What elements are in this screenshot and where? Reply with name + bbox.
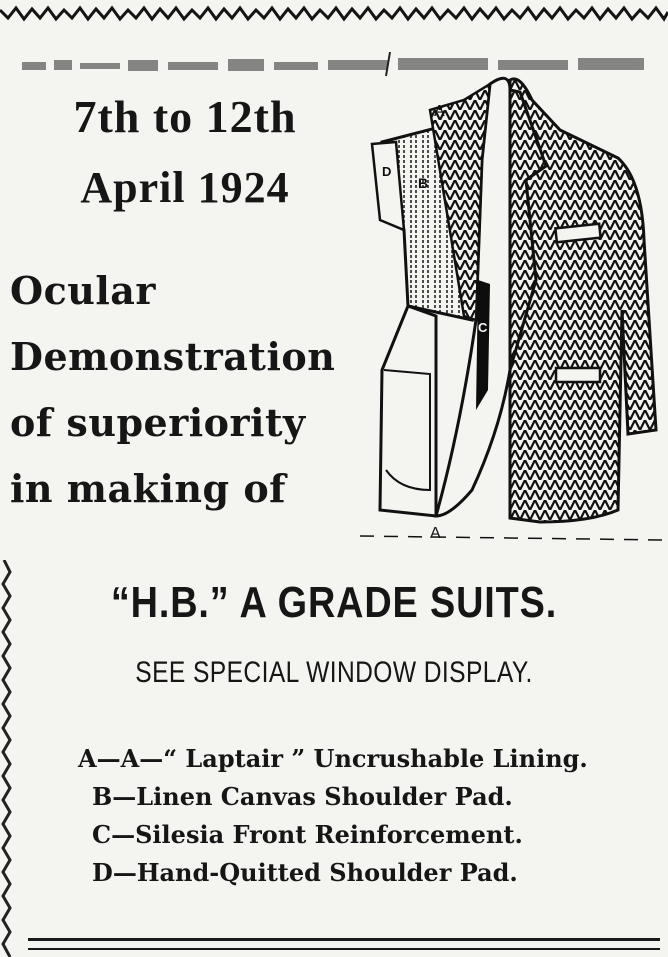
legend-list	[78, 740, 658, 892]
bottom-rule	[28, 948, 660, 950]
zigzag-border-icon	[0, 0, 668, 26]
date-month-year: April 1924	[80, 163, 290, 212]
legend-item: C—Silesia Front Reinforcement.	[92, 820, 523, 849]
jacket-label-a-top: A	[434, 103, 445, 120]
jacket-label-a-bottom: A	[430, 525, 441, 542]
bottom-rule	[28, 938, 660, 941]
jacket-label-d: D	[382, 164, 392, 179]
brand-title: “H.B.” A GRADE SUITS.	[110, 578, 558, 627]
headline	[10, 258, 350, 522]
window-display-note: SEE SPECIAL WINDOW DISPLAY.	[135, 656, 533, 689]
date-range: 7th to 12th	[73, 91, 297, 142]
legend-item: B—Linen Canvas Shoulder Pad.	[92, 782, 513, 811]
headline-line: Demonstration	[10, 334, 336, 379]
legend-item: D—Hand-Quitted Shoulder Pad.	[92, 858, 518, 887]
jacket-label-b: B	[418, 175, 429, 191]
headline-line: Ocular	[10, 268, 156, 313]
jacket-label-c: C	[478, 320, 488, 335]
headline-line: in making of	[10, 466, 287, 511]
headline-line: of superiority	[10, 400, 306, 445]
legend-item: A—A—“ Laptair ” Uncrushable Lining.	[78, 744, 588, 773]
jacket-illustration-icon	[360, 70, 662, 548]
torn-edge-icon	[0, 560, 14, 957]
